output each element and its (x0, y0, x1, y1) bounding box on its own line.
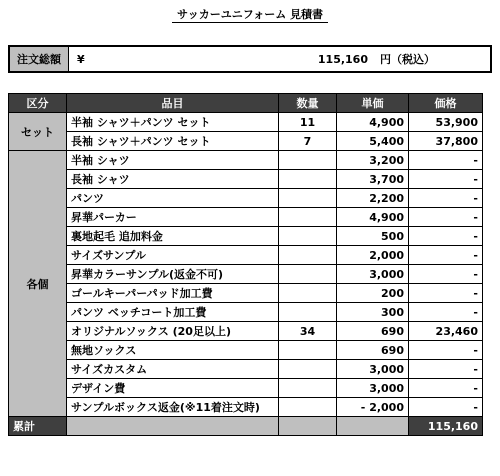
item-name: 昇華パーカー (67, 208, 279, 227)
col-header-category: 区分 (9, 94, 67, 113)
table-row (9, 360, 483, 379)
item-unit-price: 3,200 (337, 151, 409, 170)
item-price: - (409, 189, 483, 208)
category-set: セット (9, 113, 67, 151)
item-qty[interactable] (279, 265, 337, 284)
item-qty[interactable] (279, 379, 337, 398)
item-price: - (409, 303, 483, 322)
item-qty[interactable] (279, 341, 337, 360)
item-qty[interactable] (279, 284, 337, 303)
item-name: ゴールキーパーパッド加工費 (67, 284, 279, 303)
item-name: オリジナルソックス (20足以上) (67, 322, 279, 341)
item-name: 昇華カラーサンプル(返金不可) (67, 265, 279, 284)
item-unit-price: 3,000 (337, 265, 409, 284)
item-name: サイズサンプル (67, 246, 279, 265)
item-qty[interactable] (279, 170, 337, 189)
item-qty[interactable]: 11 (279, 113, 337, 132)
table-row (9, 379, 483, 398)
total-row (9, 417, 483, 436)
table-row (9, 341, 483, 360)
item-unit-price: 200 (337, 284, 409, 303)
total-blank (337, 417, 409, 436)
item-unit-price: 4,900 (337, 113, 409, 132)
col-header-item: 品目 (67, 94, 279, 113)
total-blank (279, 417, 337, 436)
item-name: サイズカスタム (67, 360, 279, 379)
item-name: 半袖 シャツ (67, 151, 279, 170)
item-price: 37,800 (409, 132, 483, 151)
item-price: - (409, 151, 483, 170)
total-blank (67, 417, 279, 436)
table-row (9, 170, 483, 189)
order-total-box (8, 45, 492, 73)
header-row (9, 94, 483, 113)
item-name: パンツ ベッチコート加工費 (67, 303, 279, 322)
item-name: 長袖 シャツ (67, 170, 279, 189)
item-unit-price: 5,400 (337, 132, 409, 151)
quote-table (8, 93, 483, 436)
table-row (9, 113, 483, 132)
item-unit-price: 2,200 (337, 189, 409, 208)
item-price: - (409, 227, 483, 246)
item-unit-price: 300 (337, 303, 409, 322)
item-qty[interactable] (279, 303, 337, 322)
table-row (9, 322, 483, 341)
table-row (9, 189, 483, 208)
table-row (9, 246, 483, 265)
table-row (9, 208, 483, 227)
item-unit-price: 3,000 (337, 360, 409, 379)
item-name: 裏地起毛 追加料金 (67, 227, 279, 246)
table-row (9, 398, 483, 417)
item-price: - (409, 170, 483, 189)
item-name: 長袖 シャツ＋パンツ セット (67, 132, 279, 151)
col-header-price: 価格 (409, 94, 483, 113)
col-header-unit-price: 単価 (337, 94, 409, 113)
item-name: デザイン費 (67, 379, 279, 398)
page-title: サッカーユニフォーム 見積書 (176, 8, 324, 21)
table-row (9, 284, 483, 303)
item-qty[interactable] (279, 208, 337, 227)
item-name: パンツ (67, 189, 279, 208)
table-row (9, 265, 483, 284)
item-price: - (409, 360, 483, 379)
category-each: 各個 (9, 151, 67, 417)
table-row (9, 151, 483, 170)
item-unit-price: 3,000 (337, 379, 409, 398)
item-unit-price: - 2,000 (337, 398, 409, 417)
table-row (9, 303, 483, 322)
table-row (9, 227, 483, 246)
col-header-qty: 数量 (279, 94, 337, 113)
item-unit-price: 690 (337, 322, 409, 341)
item-price: - (409, 208, 483, 227)
item-unit-price: 4,900 (337, 208, 409, 227)
currency-symbol: ¥ (77, 52, 85, 66)
order-total-label: 注文総額 (10, 47, 69, 71)
item-qty[interactable]: 34 (279, 322, 337, 341)
item-price: - (409, 398, 483, 417)
table-row (9, 132, 483, 151)
tax-included-note: 円（税込） (380, 53, 435, 66)
item-price: - (409, 284, 483, 303)
item-price: 23,460 (409, 322, 483, 341)
item-price: - (409, 265, 483, 284)
item-qty[interactable] (279, 360, 337, 379)
item-qty[interactable]: 7 (279, 132, 337, 151)
total-label: 累計 (9, 417, 67, 436)
item-qty[interactable] (279, 227, 337, 246)
item-unit-price: 3,700 (337, 170, 409, 189)
item-unit-price: 2,000 (337, 246, 409, 265)
item-price: 53,900 (409, 113, 483, 132)
item-name: 半袖 シャツ＋パンツ セット (67, 113, 279, 132)
item-unit-price: 690 (337, 341, 409, 360)
item-qty[interactable] (279, 189, 337, 208)
item-name: 無地ソックス (67, 341, 279, 360)
item-name: サンプルボックス返金(※11着注文時) (67, 398, 279, 417)
item-price: - (409, 379, 483, 398)
order-total-amount: 115,160 (317, 52, 368, 66)
item-qty[interactable] (279, 151, 337, 170)
item-unit-price: 500 (337, 227, 409, 246)
total-amount: 115,160 (409, 417, 483, 436)
item-qty[interactable] (279, 398, 337, 417)
item-price: - (409, 246, 483, 265)
item-qty[interactable] (279, 246, 337, 265)
title-underline (172, 22, 328, 23)
item-price: - (409, 341, 483, 360)
